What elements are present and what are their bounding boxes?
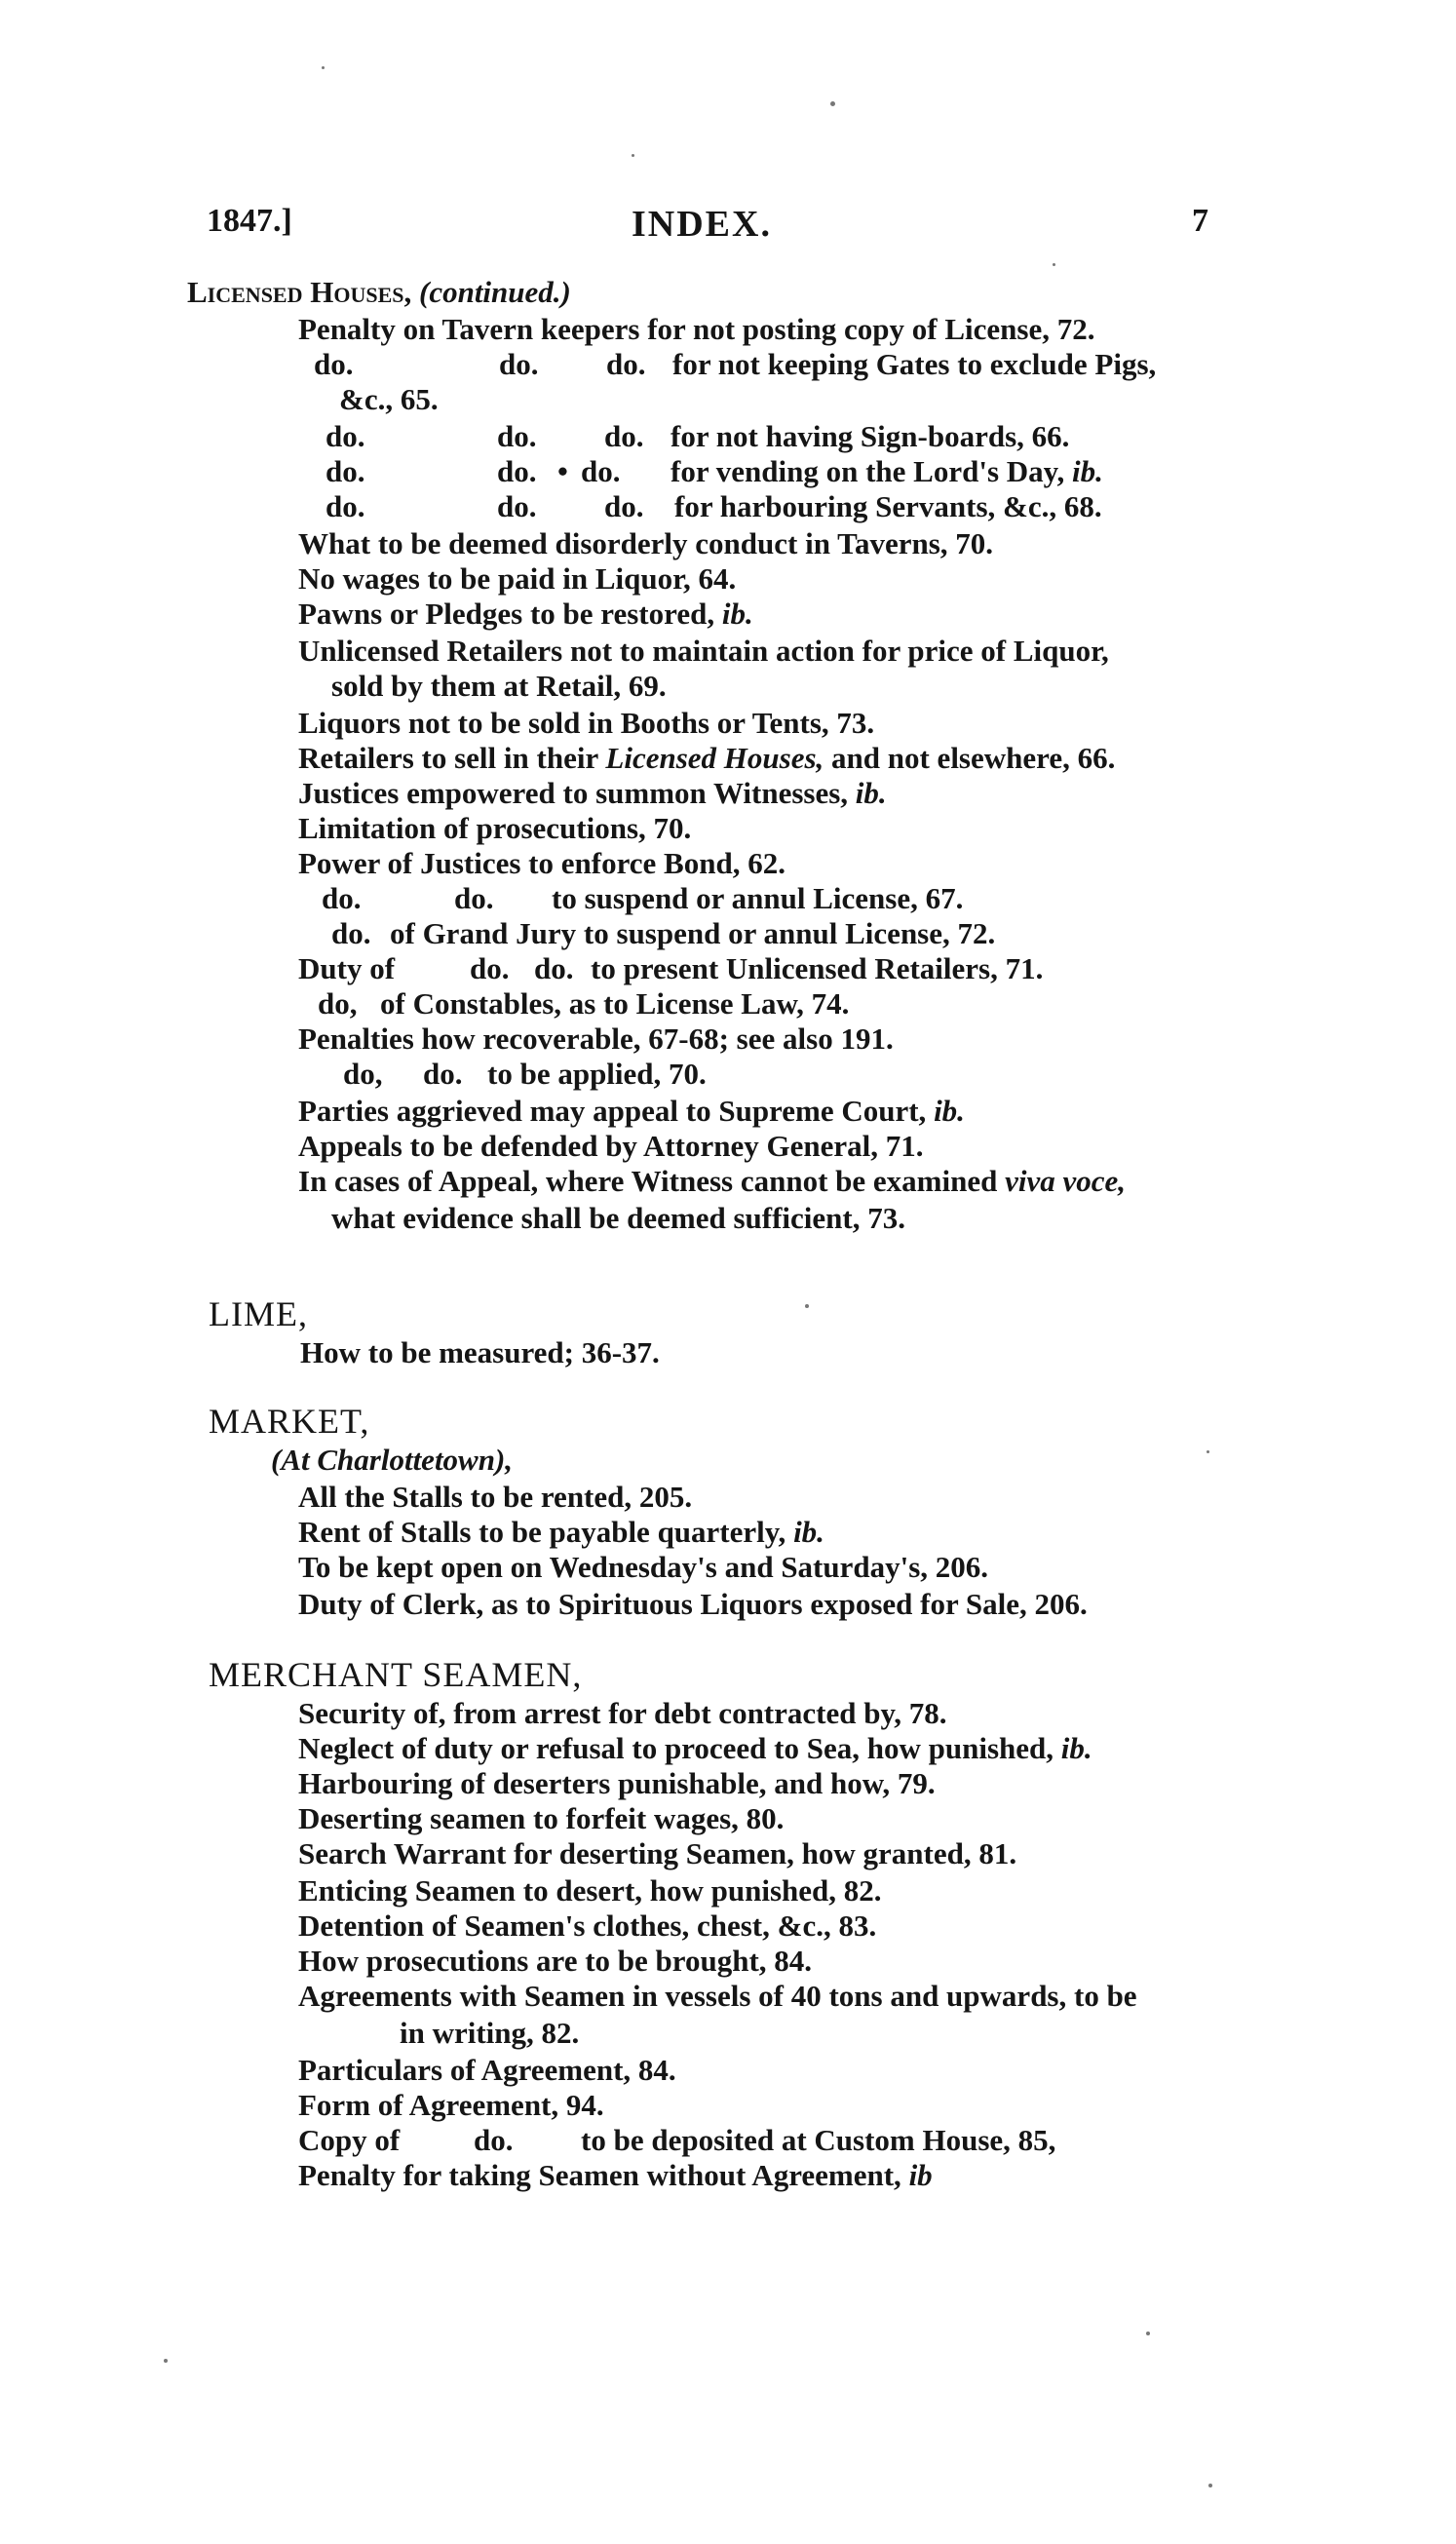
entry: Rent of Stalls to be payable quarterly, ib.: [298, 1515, 824, 1549]
header-page-number: 7: [1192, 203, 1208, 239]
entry: sold by them at Retail, 69.: [331, 669, 667, 703]
entry: What to be deemed disorderly conduct in Taverns, 70.: [298, 526, 994, 560]
lime-heading: LIME,: [209, 1294, 308, 1333]
entry: Search Warrant for deserting Seamen, how granted, 81.: [298, 1836, 1017, 1870]
market-subheading: (At Charlottetown),: [271, 1443, 514, 1477]
entry: do. do. • do. for vending on the Lord's Day, ib.: [326, 454, 1103, 488]
scan-speck: [805, 1304, 809, 1308]
scan-speck: [1208, 2484, 1212, 2487]
scan-speck: [322, 66, 325, 69]
entry: do. do. do. for not keeping Gates to exclude Pigs,: [314, 347, 1157, 381]
entry: Appeals to be defended by Attorney General, 71.: [298, 1129, 924, 1163]
entry: No wages to be paid in Liquor, 64.: [298, 561, 737, 596]
entry: what evidence shall be deemed sufficient, 73.: [331, 1201, 905, 1235]
header-title: INDEX.: [632, 204, 772, 245]
entry: Enticing Seamen to desert, how punished, 82.: [298, 1873, 882, 1908]
scan-speck: [1053, 263, 1055, 266]
entry: In cases of Appeal, where Witness cannot be examined viva voce,: [298, 1164, 1127, 1198]
entry: Justices empowered to summon Witnesses, ib.: [298, 776, 887, 810]
entry: Neglect of duty or refusal to proceed to Sea, how punished, ib.: [298, 1731, 1092, 1765]
entry: To be kept open on Wednesday's and Saturday's, 206.: [298, 1550, 989, 1584]
entry: Agreements with Seamen in vessels of 40 tons and upwards, to be: [298, 1979, 1137, 2013]
entry: Liquors not to be sold in Booths or Tents, 73.: [298, 706, 875, 740]
market-heading: MARKET,: [209, 1402, 370, 1441]
entry: Deserting seamen to forfeit wages, 80.: [298, 1801, 785, 1835]
entry: Penalties how recoverable, 67-68; see also 191.: [298, 1021, 894, 1056]
entry: do. do. to suspend or annul License, 67.: [322, 881, 964, 915]
licensed-houses-heading: Licensed Houses, (continued.): [187, 275, 571, 309]
entry: &c., 65.: [339, 382, 439, 416]
scan-speck: [1146, 2332, 1150, 2335]
running-header: [0, 203, 1456, 251]
scan-speck: [632, 154, 634, 157]
entry: Security of, from arrest for debt contracted by, 78.: [298, 1696, 947, 1730]
entry: do. do. do. for harbouring Servants, &c., 68.: [326, 489, 1102, 523]
entry: All the Stalls to be rented, 205.: [298, 1480, 693, 1514]
entry: do, do. to be applied, 70.: [343, 1057, 707, 1091]
entry: Parties aggrieved may appeal to Supreme Court, ib.: [298, 1094, 965, 1128]
entry: in writing, 82.: [400, 2016, 580, 2050]
scan-speck: [164, 2359, 168, 2363]
entry: Limitation of prosecutions, 70.: [298, 811, 692, 845]
entry: Detention of Seamen's clothes, chest, &c., 83.: [298, 1908, 877, 1943]
entry: Duty of do. do. to present Unlicensed Retailers, 71.: [298, 951, 1044, 985]
entry: Copy of do. to be deposited at Custom House, 85,: [298, 2123, 1056, 2157]
entry: Particulars of Agreement, 84.: [298, 2053, 676, 2087]
entry: How to be measured; 36-37.: [300, 1335, 660, 1369]
scan-speck: [1207, 1450, 1209, 1453]
entry: Form of Agreement, 94.: [298, 2088, 604, 2122]
entry: How prosecutions are to be brought, 84.: [298, 1944, 813, 1978]
entry: Retailers to sell in their Licensed Houses, and not elsewhere, 66.: [298, 741, 1116, 775]
entry: do, of Constables, as to License Law, 74.: [318, 986, 850, 1021]
entry: Unlicensed Retailers not to maintain action for price of Liquor,: [298, 634, 1109, 668]
entry: Duty of Clerk, as to Spirituous Liquors exposed for Sale, 206.: [298, 1587, 1088, 1621]
header-year: 1847.]: [207, 203, 292, 239]
entry: do. do. do. for not having Sign-boards, 66.: [326, 419, 1070, 453]
entry: Pawns or Pledges to be restored, ib.: [298, 597, 753, 631]
entry: Harbouring of deserters punishable, and how, 79.: [298, 1766, 936, 1800]
entry: Penalty for taking Seamen without Agreement, ib: [298, 2158, 933, 2192]
merchant-seamen-heading: MERCHANT SEAMEN,: [209, 1655, 583, 1694]
entry: do. of Grand Jury to suspend or annul License, 72.: [331, 916, 996, 950]
scan-speck: [830, 101, 835, 106]
entry: Power of Justices to enforce Bond, 62.: [298, 846, 785, 880]
entry: Penalty on Tavern keepers for not posting copy of License, 72.: [298, 312, 1095, 346]
